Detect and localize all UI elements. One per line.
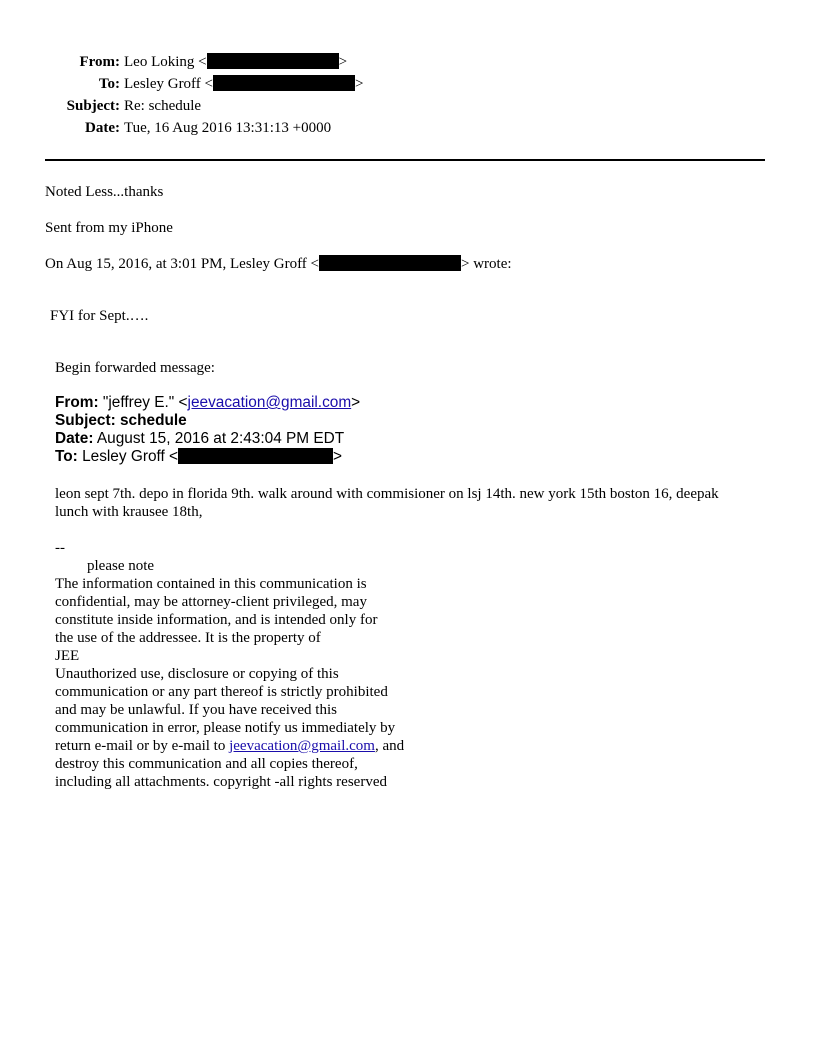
redaction-box bbox=[207, 53, 339, 69]
begin-forwarded: Begin forwarded message: bbox=[55, 360, 215, 376]
disclaimer-line: communication or any part thereof is strictly prohibited bbox=[55, 684, 388, 700]
quote-intro bbox=[45, 255, 512, 273]
redaction-box bbox=[213, 75, 355, 91]
header-subject-label: Subject: bbox=[66, 98, 120, 114]
reply-signature: Sent from my iPhone bbox=[45, 220, 173, 236]
message-body: leon sept 7th. depo in florida 9th. walk around with commisioner on lsj 14th. new york 15th boston 16, deepak lunch with krausee 18th, bbox=[55, 486, 719, 520]
disclaimer-line: including all attachments. copyright -all rights reserved bbox=[55, 774, 387, 790]
header-from-value: Leo Loking < bbox=[124, 54, 207, 70]
redaction-box bbox=[319, 255, 461, 271]
header-to-value: Lesley Groff < bbox=[124, 76, 213, 92]
disclaimer-email-link[interactable]: jeevacation@gmail.com bbox=[229, 738, 375, 754]
forward-to-value: Lesley Groff < bbox=[82, 448, 179, 465]
disclaimer-line: the use of the addressee. It is the property of bbox=[55, 630, 321, 646]
reply-text: Noted Less...thanks bbox=[45, 184, 164, 200]
forward-subject-row bbox=[55, 412, 187, 430]
close-bracket: > bbox=[338, 54, 348, 70]
disclaimer-line: constitute inside information, and is intended only for bbox=[55, 612, 378, 628]
header-to-label: To: bbox=[98, 76, 120, 92]
forward-date-value: August 15, 2016 at 2:43:04 PM EDT bbox=[96, 430, 345, 447]
disclaimer-return-text: return e-mail or by e-mail to bbox=[55, 738, 230, 754]
disclaimer-line: confidential, may be attorney-client privileged, may bbox=[55, 594, 367, 610]
close-bracket: > bbox=[355, 76, 364, 92]
forward-from-label: From: bbox=[55, 394, 99, 411]
forward-date-label: Date: bbox=[55, 430, 94, 447]
quote-intro-text: On Aug 15, 2016, at 3:01 PM, Lesley Groff < bbox=[45, 256, 319, 272]
header-divider bbox=[45, 159, 765, 161]
forward-from-row bbox=[55, 394, 360, 412]
disclaimer-return-line bbox=[55, 737, 404, 755]
header-date-value: Tue, 16 Aug 2016 13:31:13 +0000 bbox=[124, 120, 332, 136]
please-note: please note bbox=[87, 558, 155, 574]
forward-to-row bbox=[55, 448, 342, 466]
forward-date-row bbox=[55, 430, 344, 448]
disclaimer-line: The information contained in this communication is bbox=[55, 576, 367, 592]
forward-from-email-link[interactable]: jeevacation@gmail.com bbox=[187, 394, 352, 411]
forward-to-label: To: bbox=[55, 448, 78, 465]
disclaimer-line: destroy this communication and all copies thereof, bbox=[55, 756, 358, 772]
disclaimer-line: Unauthorized use, disclosure or copying of this bbox=[55, 666, 339, 682]
signature-dashes: -- bbox=[55, 540, 65, 556]
quote-intro-suffix: > wrote: bbox=[461, 256, 512, 272]
header-from-label: From: bbox=[79, 54, 120, 70]
disclaimer-line: JEE bbox=[55, 648, 80, 664]
header-subject-value: Re: schedule bbox=[124, 98, 202, 114]
redaction-box bbox=[178, 448, 333, 464]
disclaimer-line: and may be unlawful. If you have received this bbox=[55, 702, 337, 718]
fyi-text: FYI for Sept.…. bbox=[50, 308, 149, 324]
forward-from-value: "jeffrey E." < bbox=[102, 394, 188, 411]
disclaimer-return-suffix: , and bbox=[374, 738, 405, 754]
close-bracket: > bbox=[351, 394, 361, 411]
header-date-label: Date: bbox=[85, 120, 120, 136]
close-bracket: > bbox=[333, 448, 343, 465]
forward-subject-label: Subject: schedule bbox=[55, 412, 187, 429]
disclaimer-line: communication in error, please notify us immediately by bbox=[55, 720, 396, 736]
